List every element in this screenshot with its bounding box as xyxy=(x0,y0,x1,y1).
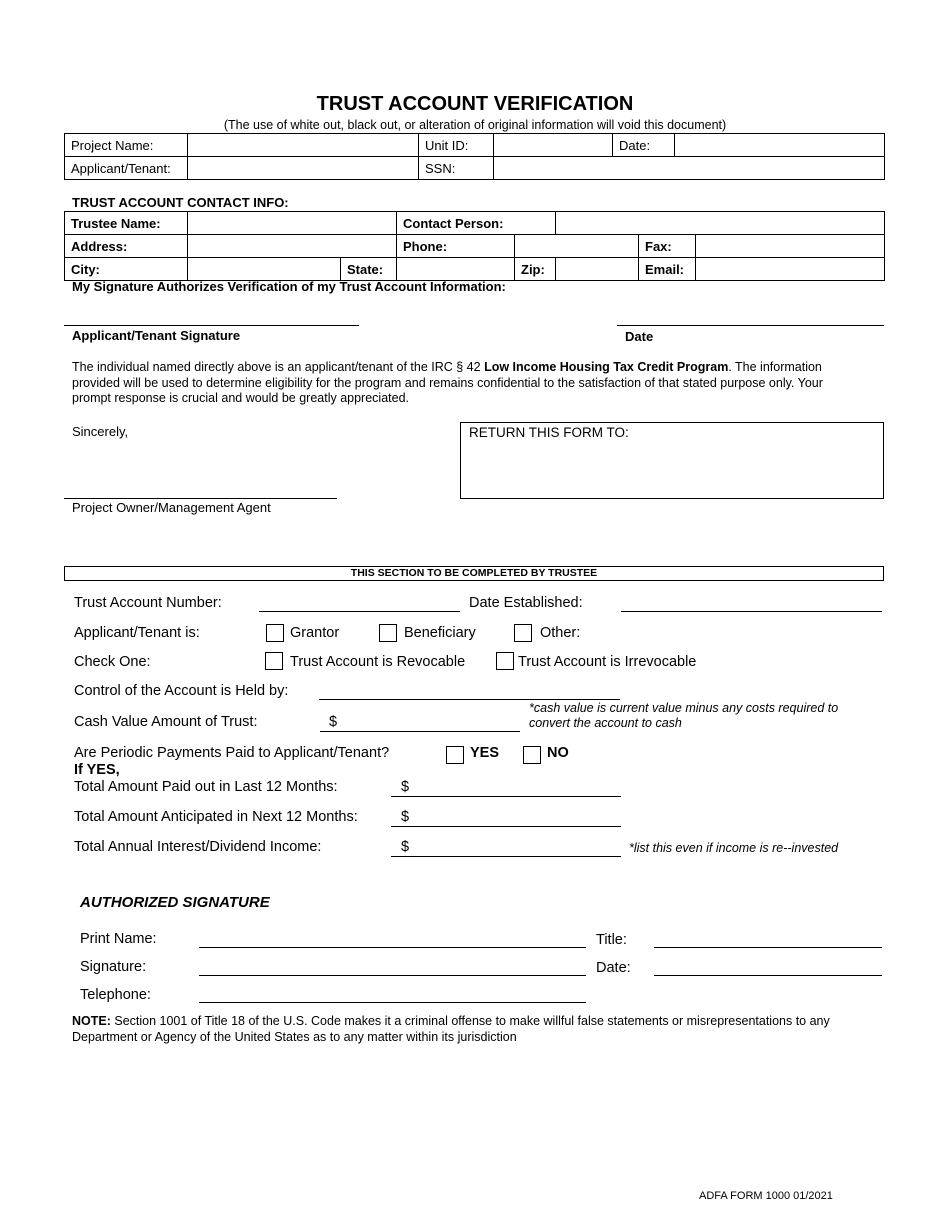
periodic-yes-checkbox[interactable] xyxy=(446,746,464,764)
periodic-no-label: NO xyxy=(547,745,569,761)
fax-label: Fax: xyxy=(639,235,696,258)
grantor-checkbox[interactable] xyxy=(266,624,284,642)
ssn-field[interactable] xyxy=(494,157,885,180)
date-established-line[interactable] xyxy=(621,611,882,612)
paid-out-dollar: $ xyxy=(401,779,410,795)
account-number-line[interactable] xyxy=(259,611,460,612)
beneficiary-label: Beneficiary xyxy=(404,625,476,641)
cash-value-label: Cash Value Amount of Trust: xyxy=(74,714,258,730)
print-name-line[interactable] xyxy=(199,947,586,948)
return-form-label: RETURN THIS FORM TO: xyxy=(469,425,629,440)
applicant-tenant-label: Applicant/Tenant: xyxy=(65,157,188,180)
control-label: Control of the Account is Held by: xyxy=(74,683,289,699)
account-number-label: Trust Account Number: xyxy=(74,595,222,611)
contact-table xyxy=(64,211,885,281)
applicant-signature-label: Applicant/Tenant Signature xyxy=(72,328,241,343)
cash-value-dollar: $ xyxy=(329,714,338,730)
project-info-table xyxy=(64,133,885,180)
legal-note: NOTE: Section 1001 of Title 18 of the U.S. Code makes it a criminal offense to make willful false statements or misrepresentations to any Department or Agency of the United States as to any matter within its jurisdiction xyxy=(72,1014,830,1044)
periodic-payments-question: Are Periodic Payments Paid to Applicant/Tenant? xyxy=(74,745,390,761)
authorized-signature-heading: AUTHORIZED SIGNATURE xyxy=(80,894,270,911)
address-field[interactable] xyxy=(188,235,397,258)
interest-line[interactable] xyxy=(391,856,621,857)
paid-out-label: Total Amount Paid out in Last 12 Months: xyxy=(74,779,338,795)
contact-heading: TRUST ACCOUNT CONTACT INFO: xyxy=(72,195,289,210)
fax-field[interactable] xyxy=(696,235,885,258)
agent-signature-line[interactable] xyxy=(64,498,337,499)
anticipated-label: Total Amount Anticipated in Next 12 Months: xyxy=(74,809,358,825)
sincerely-text: Sincerely, xyxy=(72,424,129,439)
cash-value-note: *cash value is current value minus any costs required to convert the account to cash xyxy=(529,701,839,730)
contact-person-label: Contact Person: xyxy=(397,212,556,235)
page-title: TRUST ACCOUNT VERIFICATION xyxy=(316,93,634,115)
state-field[interactable] xyxy=(397,258,515,281)
zip-field[interactable] xyxy=(556,258,639,281)
date-established-label: Date Established: xyxy=(469,595,583,611)
phone-label: Phone: xyxy=(397,235,515,258)
trustee-section-header: THIS SECTION TO BE COMPLETED BY TRUSTEE xyxy=(64,566,884,581)
interest-dollar: $ xyxy=(401,839,410,855)
irrevocable-label: Trust Account is Irrevocable xyxy=(518,654,697,670)
periodic-yes-label: YES xyxy=(470,745,500,761)
applicant-is-label: Applicant/Tenant is: xyxy=(74,625,200,641)
beneficiary-checkbox[interactable] xyxy=(379,624,397,642)
authorized-date-label: Date: xyxy=(596,960,631,976)
title-label: Title: xyxy=(596,932,627,948)
state-label: State: xyxy=(341,258,397,281)
signature-date-line[interactable] xyxy=(617,325,884,326)
unit-id-field[interactable] xyxy=(494,134,613,157)
other-checkbox[interactable] xyxy=(514,624,532,642)
applicant-tenant-field[interactable] xyxy=(188,157,419,180)
ssn-label: SSN: xyxy=(419,157,494,180)
paid-out-line[interactable] xyxy=(391,796,621,797)
anticipated-dollar: $ xyxy=(401,809,410,825)
phone-field[interactable] xyxy=(515,235,639,258)
page-subtitle: (The use of white out, black out, or alteration of original information will void this document) xyxy=(223,118,727,132)
email-field[interactable] xyxy=(696,258,885,281)
irrevocable-checkbox[interactable] xyxy=(496,652,514,670)
revocable-checkbox[interactable] xyxy=(265,652,283,670)
agent-label: Project Owner/Management Agent xyxy=(72,500,271,515)
cash-value-line[interactable] xyxy=(320,731,520,732)
print-name-label: Print Name: xyxy=(80,931,157,947)
authorized-signature-line[interactable] xyxy=(199,975,586,976)
return-form-box xyxy=(460,422,884,499)
applicant-signature-line[interactable] xyxy=(64,325,359,326)
unit-id-label: Unit ID: xyxy=(419,134,494,157)
periodic-no-checkbox[interactable] xyxy=(523,746,541,764)
project-name-field[interactable] xyxy=(188,134,419,157)
contact-person-field[interactable] xyxy=(556,212,885,235)
program-paragraph: The individual named directly above is an applicant/tenant of the IRC § 42 Low Income Housing Tax Credit Program. The information provided will be used to determine eligibility for the program and remains confidential to the satisfaction of that stated purpose only. Your prompt response is crucial and would be greatly appreciated. xyxy=(72,360,823,405)
project-name-label: Project Name: xyxy=(65,134,188,157)
city-label: City: xyxy=(65,258,188,281)
check-one-label: Check One: xyxy=(74,654,151,670)
telephone-label: Telephone: xyxy=(80,987,151,1003)
signature-date-label: Date xyxy=(625,329,654,344)
authorized-date-line[interactable] xyxy=(654,975,882,976)
address-label: Address: xyxy=(65,235,188,258)
other-label: Other: xyxy=(540,625,581,641)
authorized-signature-label: Signature: xyxy=(80,959,147,975)
trustee-name-label: Trustee Name: xyxy=(65,212,188,235)
zip-label: Zip: xyxy=(515,258,556,281)
authorization-statement: My Signature Authorizes Verification of my Trust Account Information: xyxy=(72,279,506,294)
interest-label: Total Annual Interest/Dividend Income: xyxy=(74,839,322,855)
date-field[interactable] xyxy=(675,134,885,157)
trustee-name-field[interactable] xyxy=(188,212,397,235)
title-line[interactable] xyxy=(654,947,882,948)
revocable-label: Trust Account is Revocable xyxy=(290,654,466,670)
grantor-label: Grantor xyxy=(290,625,340,641)
city-field[interactable] xyxy=(188,258,341,281)
email-label: Email: xyxy=(639,258,696,281)
anticipated-line[interactable] xyxy=(391,826,621,827)
date-label: Date: xyxy=(613,134,675,157)
control-line[interactable] xyxy=(319,699,620,700)
interest-note: *list this even if income is re--invested xyxy=(629,841,839,855)
form-id: ADFA FORM 1000 01/2021 xyxy=(699,1190,833,1202)
if-yes-label: If YES, xyxy=(74,762,120,778)
telephone-line[interactable] xyxy=(199,1002,586,1003)
